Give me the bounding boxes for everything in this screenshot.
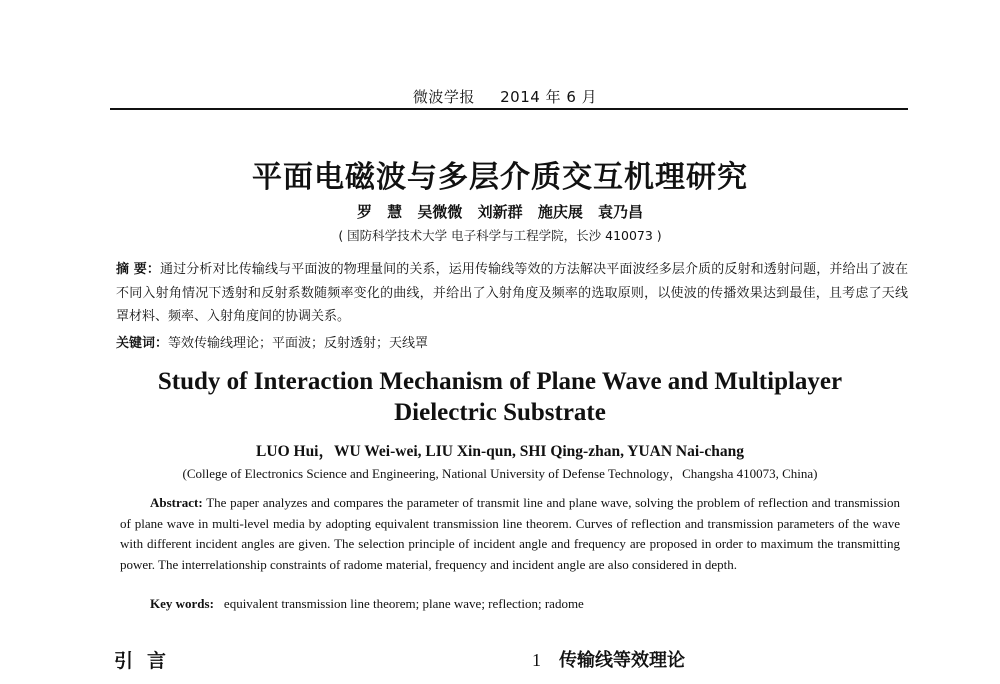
chinese-keywords-text: 等效传输线理论；平面波；反射透射；天线罩 bbox=[168, 336, 429, 351]
english-keywords-text: equivalent transmission line theorem; plane wave; reflection; radome bbox=[223, 596, 584, 611]
english-keywords-label: Key words: bbox=[150, 596, 214, 611]
english-keywords bbox=[150, 596, 900, 612]
english-authors: LUO Hui，WU Wei-wei, LIU Xin-qun, SHI Qing-zhan, YUAN Nai-chang bbox=[256, 443, 744, 460]
chinese-keywords bbox=[116, 332, 908, 351]
section-number: 1 bbox=[532, 650, 541, 670]
running-header bbox=[120, 86, 890, 107]
english-affiliation: (College of Electronics Science and Engineering, National University of Defense Technology，Changsha 410073, China) bbox=[182, 466, 818, 481]
journal-name: 微波学报 bbox=[412, 88, 475, 106]
issue-date: 2014 年 6 月 bbox=[500, 88, 598, 106]
english-abstract-text: The paper analyzes and compares the parameter of transmit line and plane wave, solving the problem of reflection and transmission of plane wave in multi-level media by adopting equivalent transmission line theorem. Curves of reflection and transmission parameters of the wave with different incident angles are given. The selection principle of incident angle and frequency are proposed in order to maximum the transmitting power. The interrelationship constraints of radome material, frequency and incident angle are also considered in depth. bbox=[120, 495, 901, 572]
english-abstract bbox=[120, 493, 900, 575]
english-title-line-1: Study of Interaction Mechanism of Plane Wave and Multiplayer bbox=[157, 368, 843, 395]
chinese-authors: 罗 慧 吴微微 刘新群 施庆展 袁乃昌 bbox=[356, 203, 644, 221]
english-title-line-2: Dielectric Substrate bbox=[394, 399, 606, 426]
english-title bbox=[0, 366, 1000, 428]
chinese-abstract-label: 摘 要： bbox=[116, 262, 161, 277]
section-heading-1 bbox=[532, 646, 685, 672]
chinese-title: 平面电磁波与多层介质交互机理研究 bbox=[252, 160, 748, 195]
section-heading-intro: 引言 bbox=[114, 650, 181, 672]
chinese-abstract-text: 通过分析对比传输线与平面波的物理量间的关系，运用传输线等效的方法解决平面波经多层介质的反射和透射问题，并给出了波在不同入射角情况下透射和反射系数随频率变化的曲线，并给出了入射角度及频率的选取原则，以使波的传播效果达到最佳，且考虑了天线罩材料、频率、入射角度间的协调关系。 bbox=[116, 262, 908, 324]
chinese-affiliation: ( 国防科学技术大学 电子科学与工程学院，长沙 410073 ) bbox=[338, 228, 662, 243]
section-title: 传输线等效理论 bbox=[559, 650, 685, 671]
chinese-keywords-label: 关键词： bbox=[116, 336, 169, 351]
header-rule bbox=[110, 108, 908, 110]
english-abstract-label: Abstract: bbox=[150, 495, 203, 510]
chinese-abstract bbox=[116, 258, 908, 329]
